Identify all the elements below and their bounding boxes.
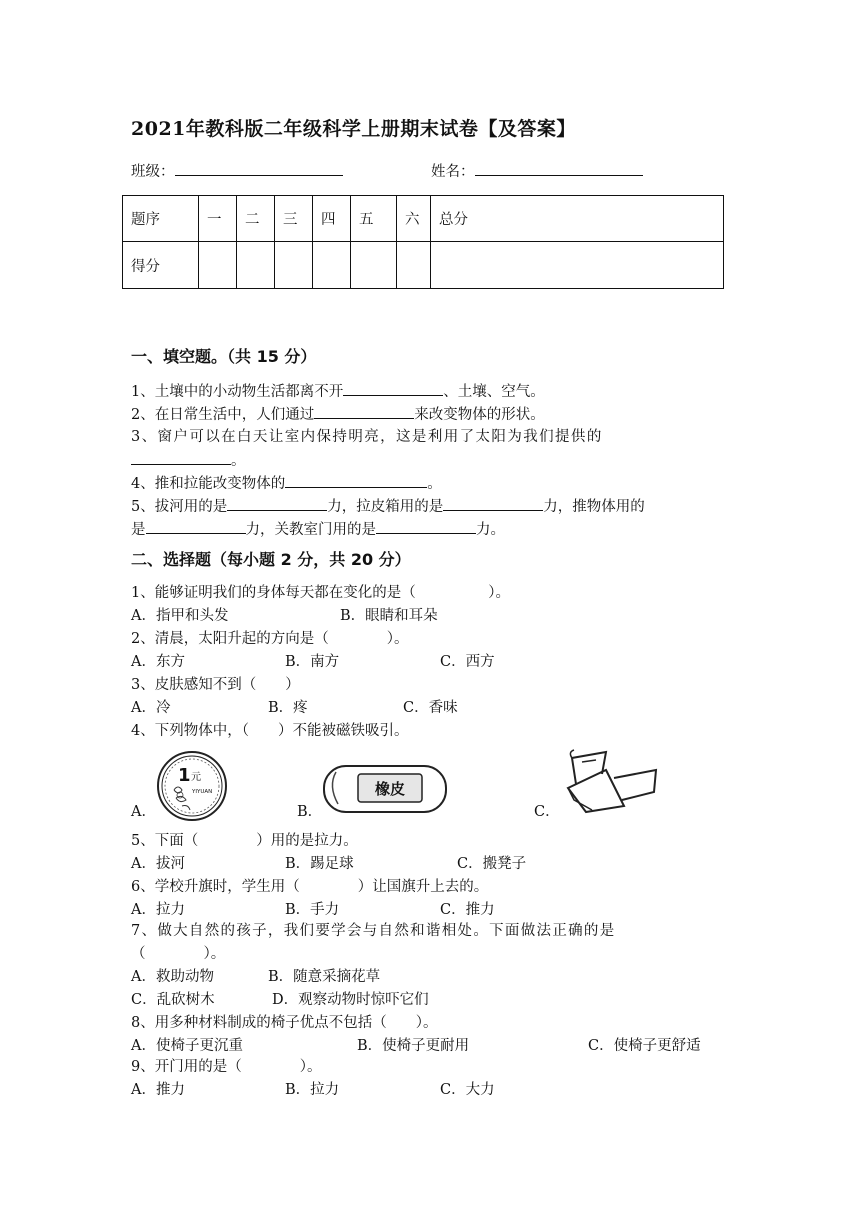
coin-unit: 元 [191,772,201,783]
score-cell [351,242,397,289]
table-cell: 六 [397,196,431,242]
s1-question-5-cont [131,518,505,541]
s2-question-1: 1、能够证明我们的身体每天都在变化的是（ ）。 [131,585,510,601]
option-a: A．推力 [131,1082,185,1098]
option-d: D．观察动物时惊吓它们 [272,992,429,1008]
option-b: B．随意采摘花草 [268,969,381,985]
score-cell [431,242,724,289]
section2-heading: 二、选择题（每小题 2 分，共 20 分） [131,550,411,569]
table-cell: 二 [237,196,275,242]
option-a: A．冷 [131,700,171,716]
s2-question-7-cont: （ ）。 [131,946,226,962]
question-text: 。 [427,476,442,492]
question-text: 4、推和拉能改变物体的 [131,476,286,492]
s1-question-1 [131,380,545,403]
answer-blank [146,518,246,534]
name-field [431,160,643,183]
s1-question-3: 3、窗户可以在白天让室内保持明亮，这是利用了太阳为我们提供的 [131,429,603,445]
score-cell [275,242,313,289]
option-b: B． [297,804,323,820]
s1-question-4 [131,472,442,495]
option-a: A．东方 [131,654,185,670]
option-b: B．使椅子更耐用 [357,1038,470,1054]
option-c: C．乱砍树木 [131,992,215,1008]
option-c: C．大力 [440,1082,495,1098]
question-text: 是 [131,522,146,538]
answer-blank [376,518,476,534]
option-b: B．疼 [268,700,308,716]
option-a: A．拉力 [131,902,185,918]
s2-question-9: 9、开门用的是（ ）。 [131,1059,322,1075]
name-label: 姓名： [431,164,475,180]
question-text: 力，拉皮箱用的是 [327,499,444,515]
score-cell [313,242,351,289]
question-text: 5、拔河用的是 [131,499,228,515]
option-a: A．拔河 [131,856,185,872]
question-text: 2、在日常生活中，人们通过 [131,407,315,423]
answer-blank [131,449,231,465]
table-cell: 一 [199,196,237,242]
option-a: A．使椅子更沉重 [131,1038,243,1054]
answer-blank [285,472,427,488]
coin-value: 1 [178,765,191,786]
option-a: A．救助动物 [131,969,214,985]
class-label: 班级： [131,164,175,180]
option-c: C．西方 [440,654,495,670]
s1-question-3-cont [131,449,246,472]
s1-question-2 [131,403,545,426]
question-text: 力，关教室门用的是 [245,522,376,538]
coin-icon [156,750,228,822]
question-text: 。 [231,453,246,469]
option-c: C． [534,804,560,820]
question-text: 力。 [476,522,505,538]
option-b: B．拉力 [285,1082,340,1098]
page-title: 2021年教科版二年级科学上册期末试卷【及答案】 [131,118,576,140]
option-c: C．推力 [440,902,495,918]
option-c: C．香味 [403,700,458,716]
option-b: B．手力 [285,902,340,918]
score-cell [199,242,237,289]
s2-question-2: 2、清晨，太阳升起的方向是（ ）。 [131,631,409,647]
answer-blank [314,403,414,419]
table-cell: 三 [275,196,313,242]
s1-question-5 [131,495,645,518]
s2-question-3: 3、皮肤感知不到（ ） [131,677,300,693]
question-text: 1、土壤中的小动物生活都离不开 [131,384,344,400]
score-cell [397,242,431,289]
s2-question-4: 4、下列物体中，（ ）不能被磁铁吸引。 [131,723,409,739]
coin-image [156,750,228,822]
table-cell: 五 [351,196,397,242]
s2-question-8: 8、用多种材料制成的椅子优点不包括（ ）。 [131,1015,438,1031]
option-a: A．指甲和头发 [131,608,229,624]
score-cell [237,242,275,289]
binder-clip-icon [562,748,662,814]
table-cell: 得分 [123,242,199,289]
score-header-row [123,196,724,242]
score-value-row [123,242,724,289]
option-c: C．搬凳子 [457,856,527,872]
question-text: 来改变物体的形状。 [414,407,545,423]
class-field [131,160,343,183]
option-b: B．南方 [285,654,340,670]
option-b: B．踢足球 [285,856,354,872]
table-cell: 四 [313,196,351,242]
answer-blank [343,380,443,396]
score-table [122,195,724,289]
question-text: 、土壤、空气。 [443,384,545,400]
eraser-icon [322,760,450,818]
answer-blank [443,495,543,511]
coin-text: YIYUAN [192,789,213,795]
table-cell: 总分 [431,196,724,242]
s2-question-7: 7、做大自然的孩子，我们要学会与自然和谐相处。下面做法正确的是 [131,923,616,939]
eraser-text: 橡皮 [374,780,406,798]
table-cell: 题序 [123,196,199,242]
eraser-image [322,760,450,818]
s2-question-5: 5、下面（ ）用的是拉力。 [131,833,358,849]
option-c: C．使椅子更舒适 [588,1038,701,1054]
option-a: A． [131,804,156,820]
option-b: B．眼睛和耳朵 [340,608,438,624]
s2-question-6: 6、学校升旗时，学生用（ ）让国旗升上去的。 [131,879,489,895]
name-blank [475,160,643,176]
question-text: 力，推物体用的 [543,499,645,515]
class-blank [175,160,343,176]
section1-heading: 一、填空题。（共 15 分） [131,347,317,366]
binder-clip-image [562,748,662,814]
answer-blank [227,495,327,511]
